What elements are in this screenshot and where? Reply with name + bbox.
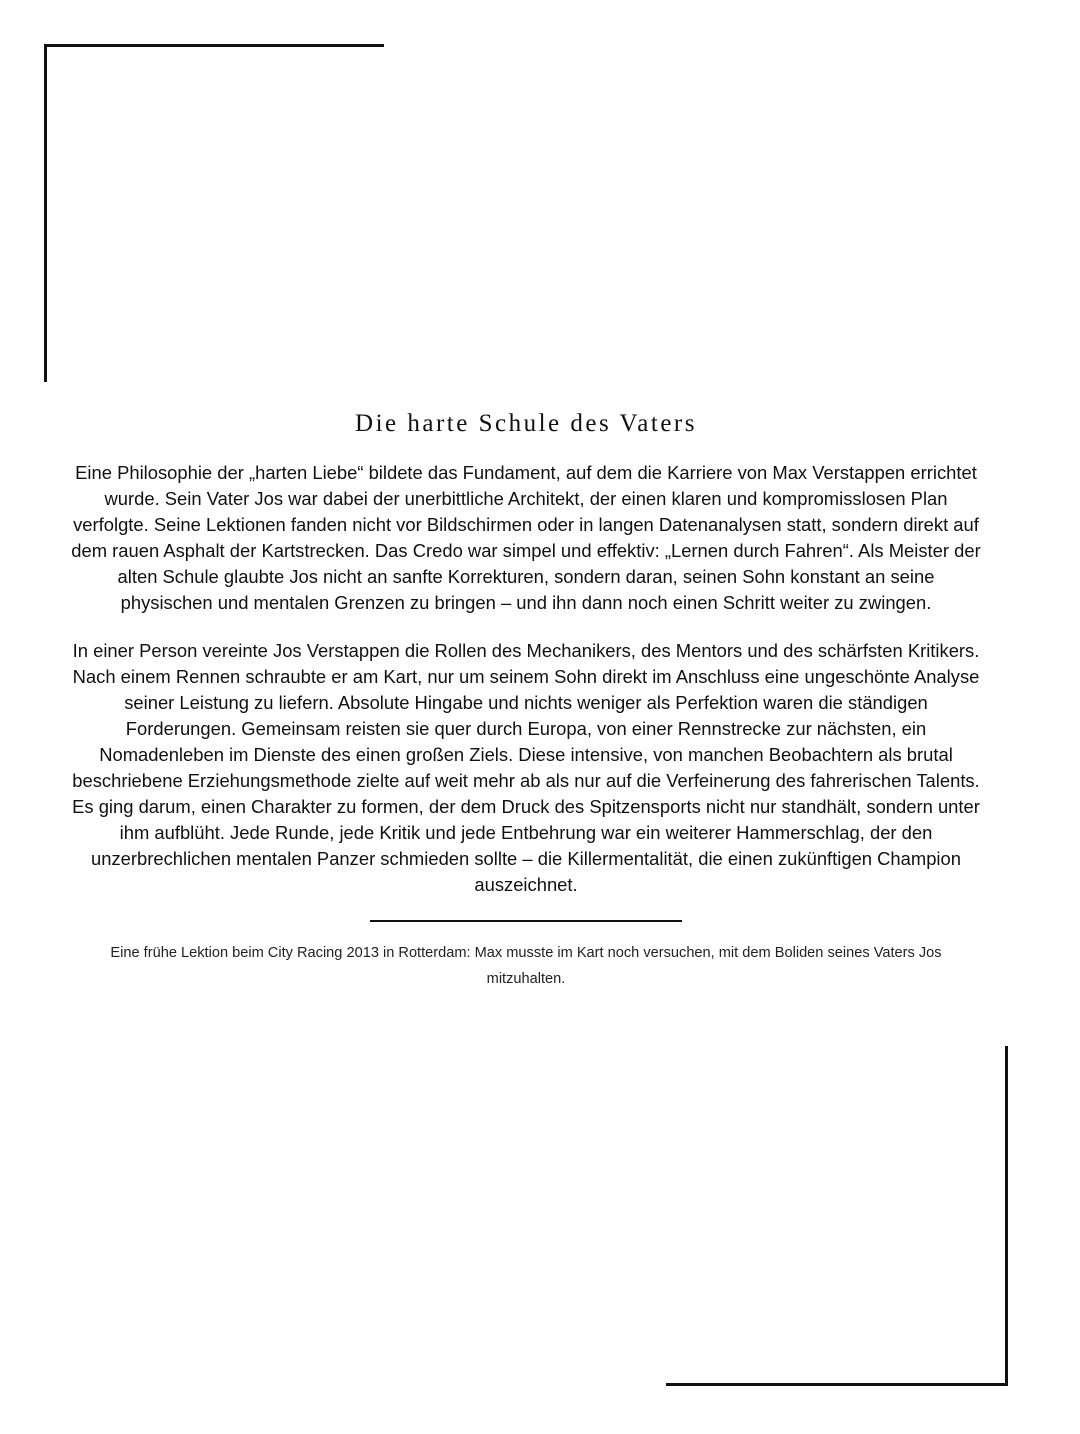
- article-paragraph-2: In einer Person vereinte Jos Verstappen die Rollen des Mechanikers, des Mentors und des schärfsten Kritikers. Nach einem Rennen schraubte er am Kart, nur um seinem Sohn direkt im Anschluss eine ungeschönte Analyse seiner Leistung zu liefern. Absolute Hingabe und nichts weniger als Perfektion waren die ständigen Forderungen. Gemeinsam reisten sie quer durch Europa, von einer Rennstrecke zur nächsten, ein Nomadenleben im Dienste des einen großen Ziels. Diese intensive, von manchen Beobachtern als brutal beschriebene Erziehungsmethode zielte auf weit mehr ab als nur auf die Verfeinerung des fahrerischen Talents. Es ging darum, einen Charakter zu formen, der dem Druck des Spitzensports nicht nur standhält, sondern unter ihm aufblüht. Jede Runde, jede Kritik und jede Entbehrung war ein weiterer Hammerschlag, der den unzerbrechlichen mentalen Panzer schmieden sollte – die Killermentalität, die einen zukünftigen Champion auszeichnet.: [72, 640, 980, 895]
- frame-corner-bottom-right: [666, 1046, 1008, 1386]
- divider-rule: [370, 920, 682, 922]
- frame-corner-top-left: [44, 44, 384, 382]
- article: [70, 400, 982, 992]
- image-caption: Eine frühe Lektion beim City Racing 2013 in Rotterdam: Max musste im Kart noch versuchen, mit dem Boliden seines Vaters Jos mitzuhalten.: [110, 945, 942, 987]
- article-paragraph-1: Eine Philosophie der „harten Liebe“ bildete das Fundament, auf dem die Karriere von Max Verstappen errichtet wurde. Sein Vater Jos war dabei der unerbittliche Architekt, der einen klaren und kompromisslosen Plan verfolgte. Seine Lektionen fanden nicht vor Bildschirmen oder in langen Datenanalysen statt, sondern direkt auf dem rauen Asphalt der Kartstrecken. Das Credo war simpel und effektiv: „Lernen durch Fahren“. Als Meister der alten Schule glaubte Jos nicht an sanfte Korrekturen, sondern daran, seinen Sohn konstant an seine physischen und mentalen Grenzen zu bringen – und ihn dann noch einen Schritt weiter zu zwingen.: [71, 462, 981, 613]
- article-title: Die harte Schule des Vaters: [355, 410, 697, 437]
